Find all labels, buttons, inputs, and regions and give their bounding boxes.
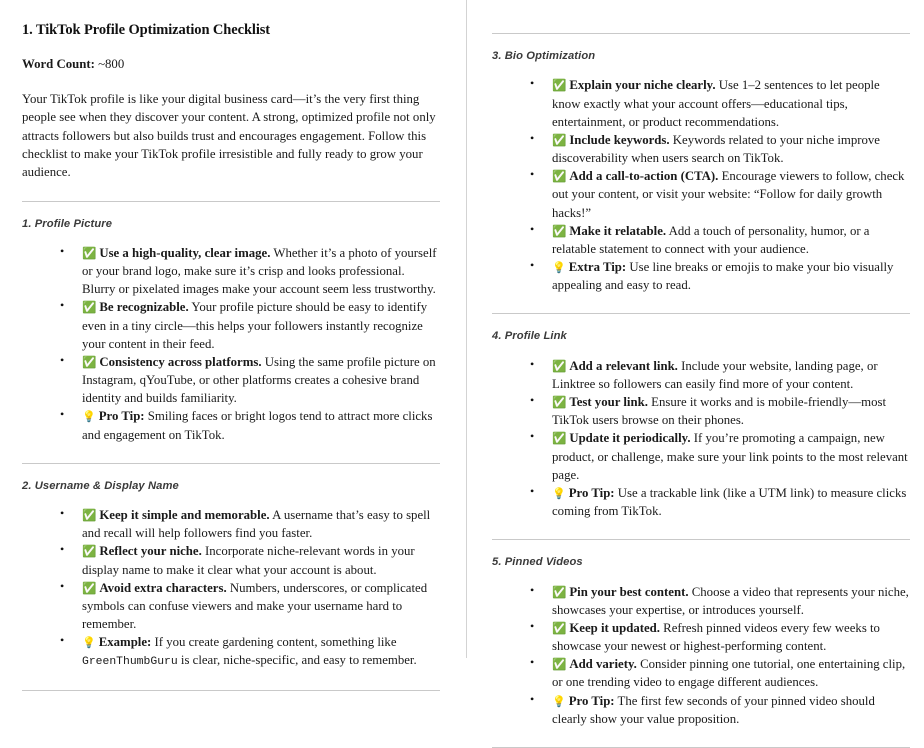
list-item: [538, 131, 910, 167]
list-item-lead: Add variety.: [569, 657, 637, 672]
list-item: [68, 244, 440, 298]
list-item-body: Whether it’s a photo of yourself or your brand logo, make sure it’s crisp and looks professional. Blurry or pixelated images make your account seem less trustworthy.: [82, 245, 437, 297]
list-item-lead: Consistency across platforms.: [99, 354, 262, 369]
list-item-body: Use a trackable link (like a UTM link) to measure clicks coming from TikTok.: [552, 485, 907, 518]
word-count-value: ~800: [98, 57, 125, 72]
lightbulb-icon: 💡: [552, 261, 566, 274]
list-item-body: The first few seconds of your pinned video should clearly show your value proposition.: [552, 693, 875, 726]
list-item-body: Include your website, landing page, or Linktree so followers can easily find more of your content.: [552, 358, 878, 391]
list-item-body: Use line breaks or emojis to make your bio visually appealing and easy to read.: [552, 260, 894, 293]
list-item-body: Refresh pinned videos every few weeks to showcase your newest or highest-performing content.: [552, 620, 880, 654]
lightbulb-icon: 💡: [82, 636, 96, 650]
list-item-body: Incorporate niche-relevant words in your display name to make it clear what your account is about.: [82, 544, 415, 577]
list-item-lead: Add a relevant link.: [569, 358, 678, 373]
section-divider: [22, 201, 440, 202]
list-item-lead: Include keywords.: [569, 132, 670, 147]
list-item: [538, 619, 910, 655]
word-count-label: Word Count:: [22, 57, 95, 72]
list-item-body: Using the same profile picture on Instagram, qYouTube, or other platforms creates a cohesive brand identity and builds familiarity.: [82, 354, 436, 406]
list-item-lead: Use a high-quality, clear image.: [99, 245, 271, 260]
check-icon: ✅: [552, 395, 567, 410]
list-item-lead: Reflect your niche.: [99, 544, 202, 559]
list-item: [68, 542, 440, 578]
list-item-lead: Test your link.: [569, 395, 648, 410]
checklist: [22, 244, 440, 444]
check-icon: ✅: [552, 78, 567, 93]
check-icon: ✅: [82, 300, 97, 315]
word-count: [22, 56, 440, 73]
section-heading: 3. Bio Optimization: [492, 50, 596, 62]
list-item-lead: Keep it updated.: [569, 620, 660, 635]
left-sections-container: [22, 201, 440, 691]
list-item: [538, 357, 910, 393]
list-item: [538, 692, 910, 728]
list-item: [538, 222, 910, 258]
list-item-lead: Add a call-to-action (CTA).: [569, 169, 719, 184]
list-item-lead: Explain your niche clearly.: [569, 78, 716, 93]
list-item: [538, 583, 910, 619]
list-item-body: If you create gardening content, something like: [151, 635, 397, 650]
section-heading: 2. Username & Display Name: [22, 479, 179, 492]
list-item-body: Encourage viewers to follow, check out your content, or visit your website: “Follow for daily growth hacks!”: [552, 169, 905, 220]
list-item-body: Ensure it works and is mobile-friendly—most TikTok users browse on their phones.: [552, 395, 887, 428]
list-item-body: Keywords related to your niche improve discoverability when users search on TikTok.: [552, 132, 880, 166]
section-heading: 1. Profile Picture: [22, 217, 113, 230]
list-item-lead: Example:: [98, 635, 152, 650]
check-icon: ✅: [552, 223, 567, 238]
section-divider: [492, 539, 910, 540]
list-item-lead: Pro Tip:: [568, 485, 615, 500]
check-icon: ✅: [552, 169, 567, 184]
checklist: [492, 583, 910, 728]
check-icon: ✅: [82, 245, 97, 260]
check-icon: ✅: [552, 358, 567, 373]
section-divider: [22, 463, 440, 464]
list-item: [68, 298, 440, 352]
check-icon: ✅: [552, 431, 567, 446]
list-item-lead: Extra Tip:: [568, 260, 627, 274]
list-item-lead: Update it periodically.: [569, 431, 691, 446]
section-divider: [492, 313, 910, 314]
right-column: [462, 0, 924, 726]
list-item-body: Numbers, underscores, or complicated symbols can confuse viewers and make your username hard to remember.: [82, 580, 428, 632]
column-divider: [466, 0, 467, 658]
list-item: [538, 258, 910, 294]
list-item-lead: Avoid extra characters.: [99, 580, 227, 595]
list-item: [538, 167, 910, 221]
check-icon: ✅: [82, 508, 97, 523]
list-item: [538, 484, 910, 520]
lightbulb-icon: 💡: [552, 486, 566, 500]
code-text: GreenThumbGuru: [82, 656, 178, 669]
list-item-lead: Be recognizable.: [99, 300, 189, 315]
list-item-body: Add a touch of personality, humor, or a relatable statement to connect with your audience.: [552, 223, 870, 256]
intro-paragraph: Your TikTok profile is like your digital business card—it’s the very first thing people see when they discover your content. A strong, optimized profile not only attracts followers but also builds trust and encourages engagement. Follow this checklist to make your TikTok profile irresistible and fully ready to grow your audience.: [22, 92, 436, 180]
section-divider: [492, 33, 910, 34]
list-item: [68, 579, 440, 633]
check-icon: ✅: [82, 580, 97, 595]
lightbulb-icon: 💡: [82, 410, 96, 424]
right-sections-container: [492, 33, 910, 748]
checklist: [492, 357, 910, 520]
list-item-body: Use 1–2 sentences to let people know exactly what your account offers—educational tips, entertainment, or product recommendations.: [552, 78, 880, 129]
list-item-body: A username that’s easy to spell and recall will help followers find you faster.: [82, 508, 431, 541]
page-title: 1. TikTok Profile Optimization Checklist: [22, 22, 271, 38]
list-item-lead: Keep it simple and memorable.: [99, 508, 270, 523]
section-heading: 5. Pinned Videos: [492, 556, 583, 569]
check-icon: ✅: [82, 544, 97, 559]
check-icon: ✅: [552, 584, 567, 599]
list-item-body: Your profile picture should be easy to identify even in a tiny circle—this helps your followers instantly recognize your content in their feed.: [82, 300, 428, 351]
list-item: [68, 353, 440, 407]
list-item-lead: Pro Tip:: [98, 409, 145, 424]
list-item: [538, 393, 910, 429]
list-item-lead: Pin your best content.: [569, 584, 689, 599]
list-item-body: Consider pinning one tutorial, one entertaining clip, or one trending video to engage different audiences.: [552, 657, 906, 690]
list-item: [538, 76, 910, 130]
checklist: [492, 76, 910, 294]
check-icon: ✅: [552, 620, 567, 635]
lightbulb-icon: 💡: [552, 694, 566, 708]
section-divider: [22, 690, 440, 691]
left-column: [0, 0, 462, 669]
list-item: [538, 429, 910, 483]
checklist: [22, 506, 440, 670]
list-item-lead: Pro Tip:: [568, 693, 615, 708]
list-item-body-continued: is clear, niche-specific, and easy to remember.: [177, 653, 417, 668]
check-icon: ✅: [552, 132, 567, 147]
list-item-body: Smiling faces or bright logos tend to attract more clicks and engagement on TikTok.: [82, 409, 433, 442]
list-item: [68, 407, 440, 443]
check-icon: ✅: [82, 354, 97, 369]
list-item: [538, 655, 910, 691]
list-item: [68, 633, 440, 670]
list-item-body: Choose a video that represents your niche, showcases your expertise, or introduces yourself.: [552, 584, 909, 617]
list-item: [68, 506, 440, 542]
section-heading: 4. Profile Link: [492, 330, 567, 343]
check-icon: ✅: [552, 657, 567, 672]
list-item-lead: Make it relatable.: [569, 223, 667, 238]
list-item-body: If you’re promoting a campaign, new product, or challenge, make sure your link points to the most relevant page.: [552, 431, 908, 482]
